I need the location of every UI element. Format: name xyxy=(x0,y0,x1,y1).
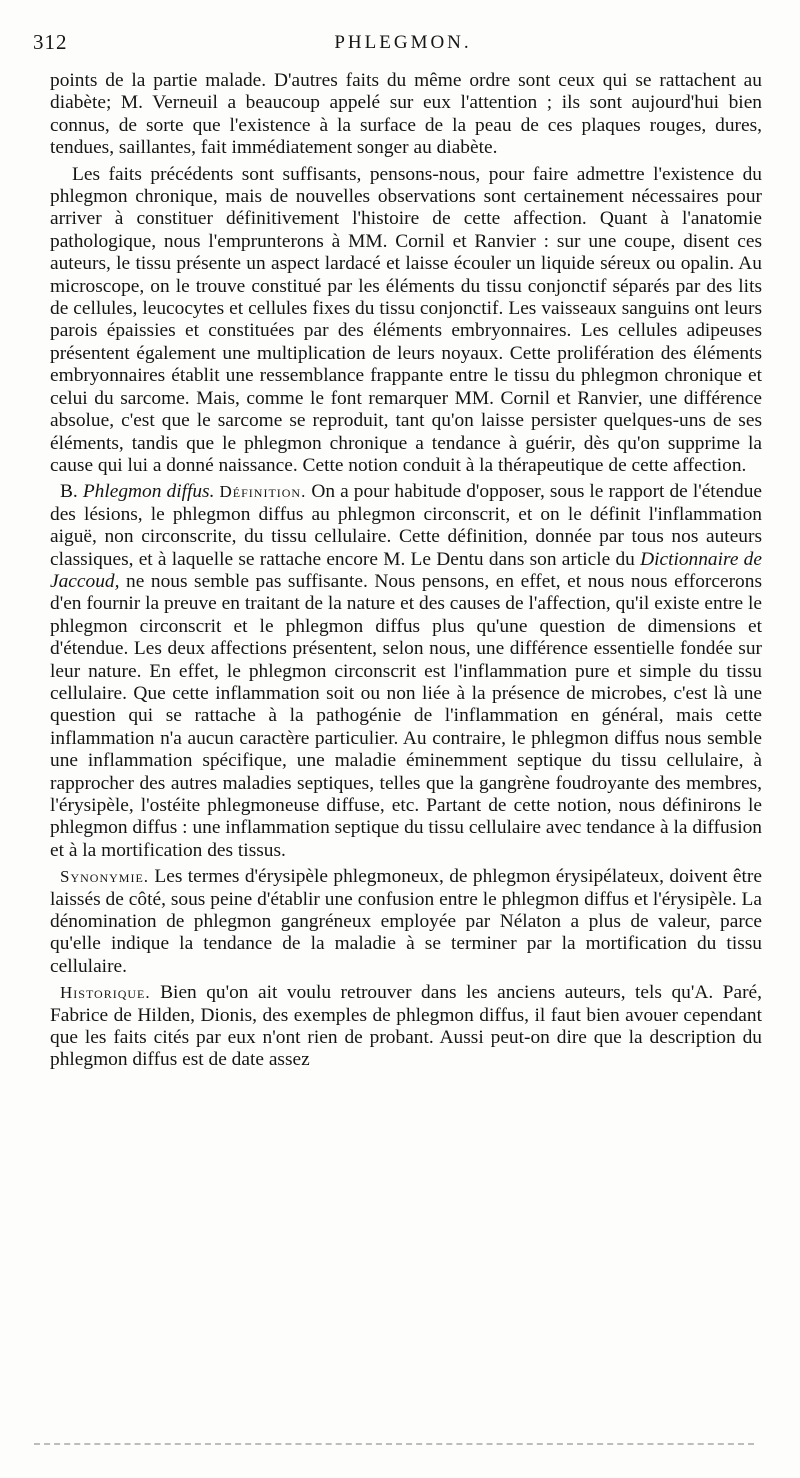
running-title: PHLEGMON. xyxy=(334,32,472,53)
paragraph-historique xyxy=(50,982,762,1072)
scan-footer-artifact xyxy=(34,1443,754,1445)
synonymie-text: Les termes d'érysipèle phlegmoneux, de phlegmon érysipélateux, doivent être laissés de côté, sous peine d'établir une confusion entre le phlegmon diffus et l'érysipèle. La dénomination de phlegmon gangréneux employée par Nélaton a plus de valeur, parce qu'elle indique la tendance de la maladie à se terminer par la mortification du tissu cellulaire. xyxy=(50,866,762,977)
definition-text-a: On a pour habitude d'opposer, sous le rapport de l'étendue des lésions, le phlegmon diffus au phlegmon circonscrit, et on le définit l'inflammation aiguë, non circonscrite, du tissu cellulaire. Cette définition, donnée par tous nos auteurs classiques, et à laquelle se rattache encore M. Le Dentu dans son article du xyxy=(50,481,762,570)
definition-text-b: ne nous semble pas suffisante. Nous pensons, en effet, et nous nous efforcerons d'en fournir la preuve en traitant de la nature et des causes de l'affection, qu'il existe entre le phlegmon circonscrit et le phlegmon diffus plus qu'une question de dimensions et d'étendue. Les deux affections présentent, selon nous, une différence essentielle fondée sur leur nature. En effet, le phlegmon circonscrit est l'inflammation pure et simple du tissu cellulaire. Que cette inflammation soit ou non liée à la présence de microbes, c'est là une question qui se rattache à la pathogénie de l'inflammation en général, mais cette inflammation n'a aucun caractère particulier. Au contraire, le phlegmon diffus nous semble une inflammation spécifique, une maladie éminemment septique du tissu cellulaire, à rapprocher des autres maladies septiques, telles que la gangrène foudroyante des membres, l'érysipèle, l'ostéite phlegmoneuse diffuse, etc. Partant de cette notion, nous définirons le phlegmon diffus : une inflammation septique du tissu cellulaire avec tendance à la diffusion et à la mortification des tissus. xyxy=(50,570,762,861)
historique-text: Bien qu'on ait voulu retrouver dans les anciens auteurs, tels qu'A. Paré, Fabrice de Hilden, Dionis, des exemples de phlegmon diffus, il faut bien avouer cependant que les faits cités par eux n'ont rien de probant. Aussi peut-on dire que la description du phlegmon diffus est de date assez xyxy=(50,982,762,1071)
paragraph-chronic-phlegmon: Les faits précédents sont suffisants, pensons-nous, pour faire admettre l'existence du phlegmon chronique, mais de nouvelles observations sont certainement nécessaires pour arriver à constituer définitivement l'histoire de cette affection. Quant à l'anatomie pathologique, nous l'emprunterons à MM. Cornil et Ranvier : sur une coupe, disent ces auteurs, le tissu présente un aspect lardacé et laisse écouler un liquide séreux ou opalin. Au microscope, on le trouve constitué par les éléments du tissu conjonctif séparés par des lits de cellules, leucocytes et cellules fixes du tissu conjonctif. Les vaisseaux sanguins ont leurs parois épaissies et constituées par des éléments embryonnaires. Les cellules adipeuses présentent également une multiplication de leurs noyaux. Cette prolifération des éléments embryonnaires établit une ressemblance frappante entre le tissu du phlegmon chronique et celui du sarcome. Mais, comme le font remarquer MM. Cornil et Ranvier, une différence absolue, c'est que le sarcome se reproduit, tant qu'on laisse persister quelques-uns de ses éléments, tandis que le phlegmon chronique a tendance à guérir, dès qu'on supprime la cause qui lui a donné naissance. Cette notion conduit à la thérapeutique de cette affection. xyxy=(50,163,762,476)
paragraph-diffuse-phlegmon-definition xyxy=(50,481,762,862)
page-number: 312 xyxy=(33,30,68,54)
paragraph-synonymie xyxy=(50,866,762,978)
section-label: B. xyxy=(60,481,78,503)
subheading-historique: Historique. xyxy=(60,983,151,1003)
subheading-synonymie: Synonymie. xyxy=(60,867,150,887)
page-header xyxy=(33,30,773,62)
subheading-definition: Définition. xyxy=(219,482,307,502)
paragraph-diabetes: points de la partie malade. D'autres faits du même ordre sont ceux qui se rattachent au diabète; M. Verneuil a beaucoup appelé sur eux l'attention ; ils sont aujourd'hui bien connus, de sorte que l'existence à la surface de la peau de ces plaques rouges, dures, tendues, saillantes, fait immédiatement songer au diabète. xyxy=(50,70,762,159)
dictionary-reference: Dictionnaire de Jaccoud, xyxy=(50,548,762,592)
body-text xyxy=(50,70,762,1076)
section-title: Phlegmon diffus. xyxy=(82,481,215,503)
